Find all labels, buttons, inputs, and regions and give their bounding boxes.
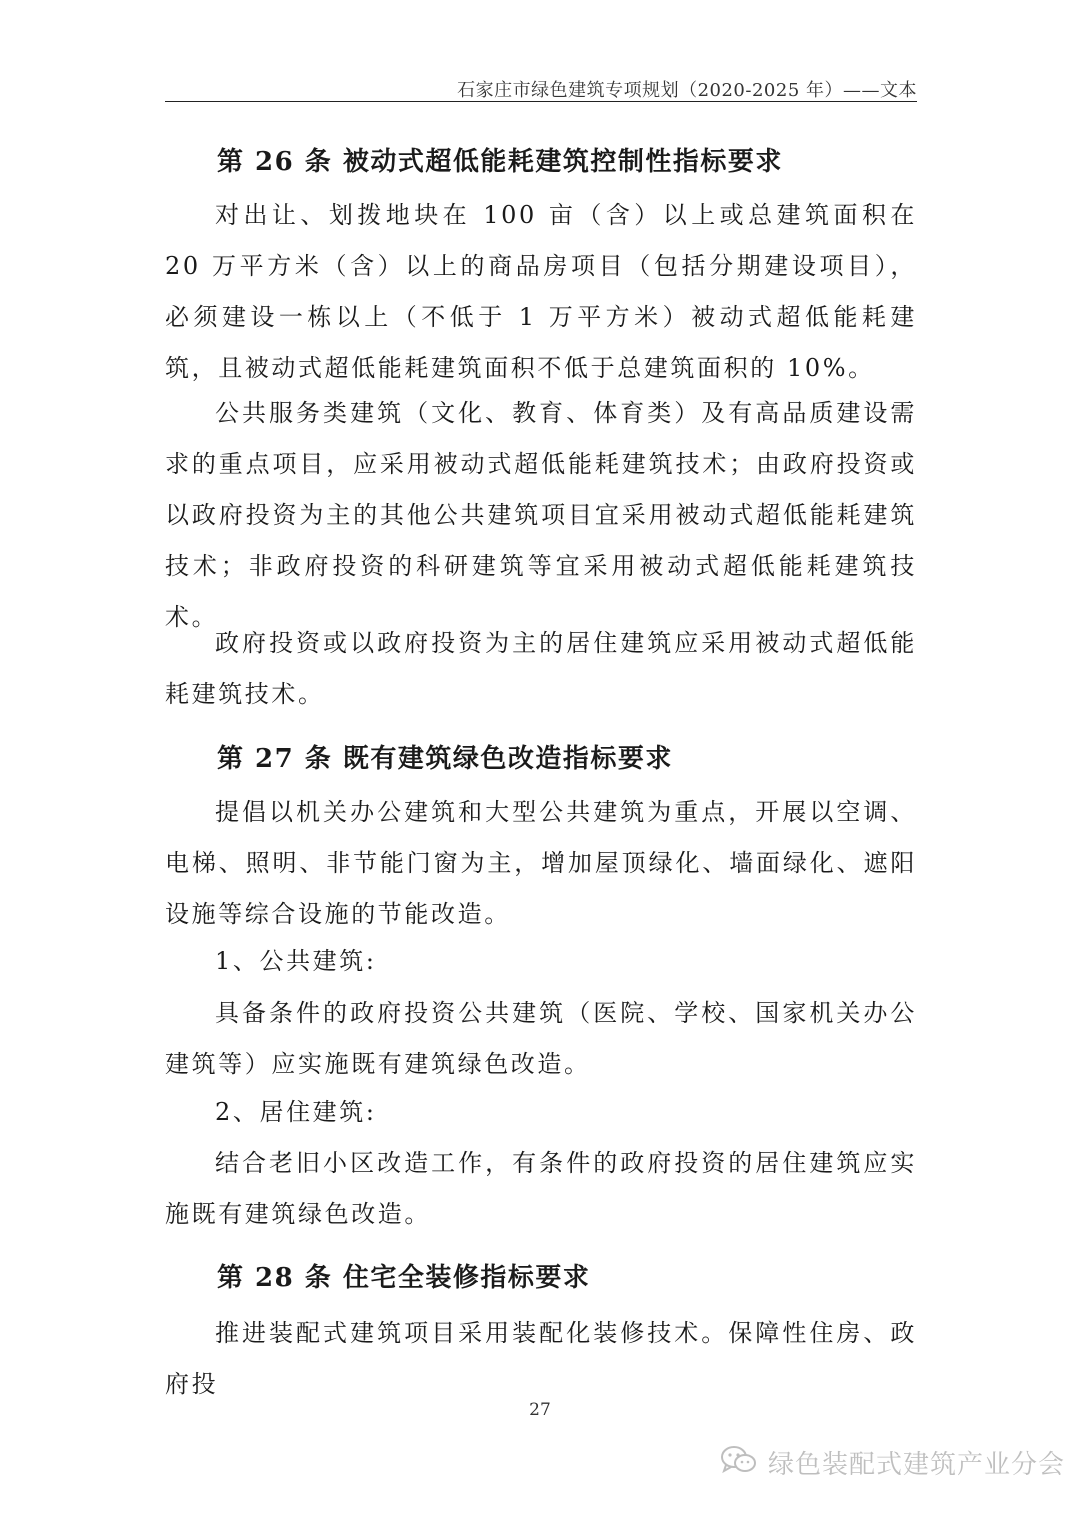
section-heading: 第 28 条 住宅全装修指标要求 bbox=[217, 1263, 591, 1293]
running-header: 石家庄市绿色建筑专项规划（2020-2025 年）——文本 bbox=[457, 80, 917, 101]
paragraph: 结合老旧小区改造工作，有条件的政府投资的居住建筑应实施既有建筑绿色改造。 bbox=[165, 1149, 917, 1228]
paragraph: 推进装配式建筑项目采用装配化装修技术。保障性住房、政府投 bbox=[165, 1319, 917, 1398]
section-26 bbox=[165, 140, 917, 184]
section-26-body-2 bbox=[165, 388, 917, 643]
section-27-item-2 bbox=[165, 1087, 917, 1138]
section-heading: 第 26 条 被动式超低能耗建筑控制性指标要求 bbox=[217, 147, 783, 177]
page-number: 27 bbox=[529, 1400, 551, 1420]
paragraph: 政府投资或以政府投资为主的居住建筑应采用被动式超低能耗建筑技术。 bbox=[165, 629, 917, 708]
section-27-item-1-body bbox=[165, 988, 917, 1090]
section-heading: 第 27 条 既有建筑绿色改造指标要求 bbox=[217, 744, 673, 774]
list-item-heading: 1、公共建筑: bbox=[215, 947, 377, 975]
list-item-heading: 2、居住建筑: bbox=[215, 1098, 377, 1126]
section-27-body bbox=[165, 787, 917, 940]
header-rule bbox=[165, 101, 917, 102]
section-28-body bbox=[165, 1308, 917, 1410]
section-28 bbox=[165, 1256, 917, 1300]
paragraph: 具备条件的政府投资公共建筑（医院、学校、国家机关办公建筑等）应实施既有建筑绿色改造。 bbox=[165, 999, 917, 1078]
section-27 bbox=[165, 737, 917, 781]
paragraph: 对出让、划拨地块在 100 亩（含）以上或总建筑面积在 20 万平方米（含）以上的商品房项目（包括分期建设项目），必须建设一栋以上（不低于 1 万平方米）被动式超低能耗建筑，且被动式超低能耗建筑面积不低于总建筑面积的 10%。 bbox=[165, 201, 917, 382]
section-26-body-3 bbox=[165, 618, 917, 720]
section-27-item-2-body bbox=[165, 1138, 917, 1240]
paragraph: 提倡以机关办公建筑和大型公共建筑为重点，开展以空调、电梯、照明、非节能门窗为主，增加屋顶绿化、墙面绿化、遮阳设施等综合设施的节能改造。 bbox=[165, 798, 917, 928]
paragraph: 公共服务类建筑（文化、教育、体育类）及有高品质建设需求的重点项目，应采用被动式超低能耗建筑技术；由政府投资或以政府投资为主的其他公共建筑项目宜采用被动式超低能耗建筑技术；非政府投资的科研建筑等宜采用被动式超低能耗建筑技术。 bbox=[165, 399, 917, 631]
wechat-icon bbox=[720, 1444, 758, 1480]
watermark-text: 绿色装配式建筑产业分会 bbox=[768, 1449, 1066, 1480]
section-27-item-1 bbox=[165, 936, 917, 987]
wechat-watermark bbox=[720, 1442, 1065, 1482]
section-26-body bbox=[165, 190, 917, 394]
